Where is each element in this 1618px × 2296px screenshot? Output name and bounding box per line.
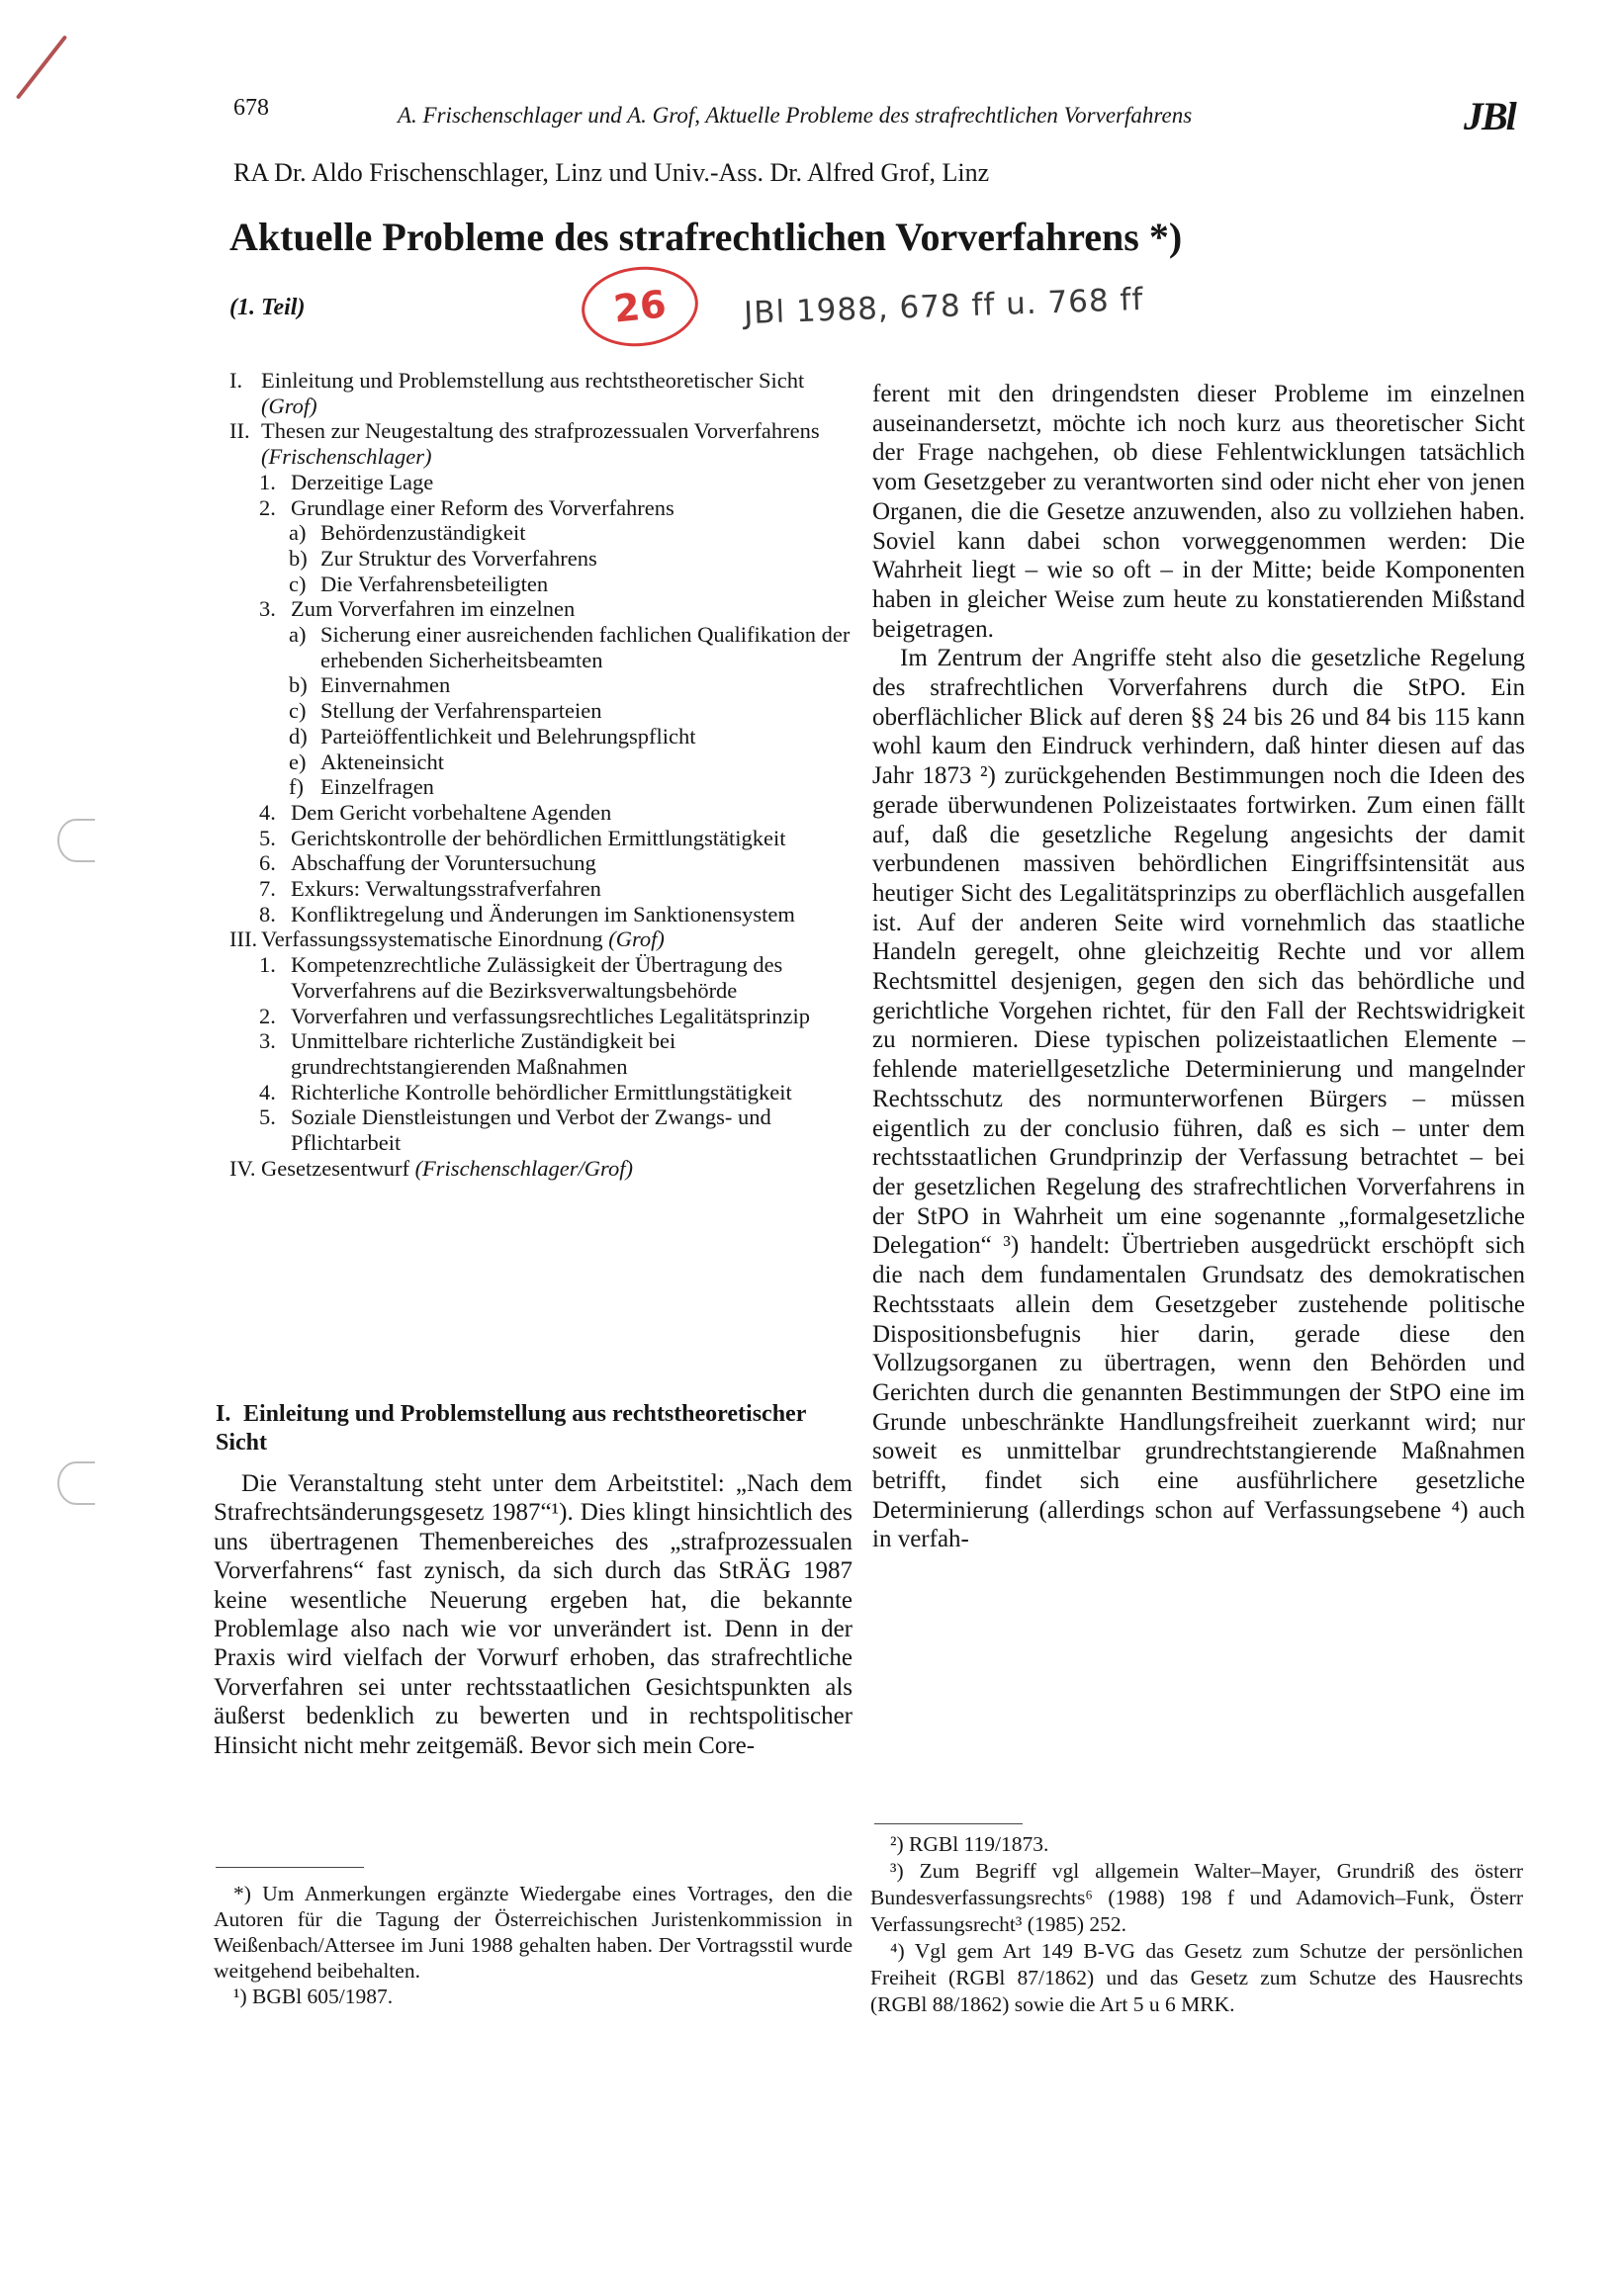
- toc-item-number: 5.: [259, 1104, 276, 1130]
- toc-item-text: Gerichtskontrolle der behördlichen Ermittlungstätigkeit: [291, 825, 786, 850]
- toc-item-text: Gesetzesentwurf: [261, 1155, 409, 1181]
- handwritten-note: JBl 1988, 678 ff u. 768 ff: [743, 281, 1144, 332]
- toc-item-text: Zur Struktur des Vorverfahrens: [320, 545, 597, 571]
- toc-item-author: (Frischenschlager): [261, 444, 432, 470]
- right-column: [872, 380, 1525, 1554]
- toc-item-text: Kompetenzrechtliche Zulässigkeit der Übertragung des Vorverfahrens auf die Bezirksverwaltungsbehörde: [291, 952, 783, 1003]
- toc-item-number: c): [289, 571, 307, 596]
- toc-item: [229, 596, 851, 622]
- footnote-divider: [216, 1867, 364, 1868]
- toc-item-text: Die Verfahrensbeteiligten: [320, 571, 549, 596]
- table-of-contents: [229, 368, 851, 1182]
- toc-item-text: Unmittelbare richterliche Zuständigkeit bei grundrechtstangierenden Maßnahmen: [291, 1028, 676, 1079]
- footnotes-right: [870, 1831, 1523, 2018]
- toc-item-text: Konfliktregelung und Änderungen im Sanktionensystem: [291, 901, 795, 927]
- toc-item-text: Akteneinsicht: [320, 749, 444, 774]
- toc-item-text: Zum Vorverfahren im einzelnen: [291, 596, 576, 622]
- toc-item-number: 4.: [259, 1079, 276, 1104]
- toc-item-text: Soziale Dienstleistungen und Verbot der Zwangs- und Pflichtarbeit: [291, 1104, 771, 1156]
- running-head: [0, 94, 1618, 138]
- toc-item: [229, 952, 851, 1003]
- toc-item-number: a): [289, 520, 307, 546]
- toc-item: [229, 1080, 851, 1105]
- toc-item: [229, 672, 851, 698]
- authors-line: RA Dr. Aldo Frischenschlager, Linz und Univ.-Ass. Dr. Alfred Grof, Linz: [233, 158, 990, 187]
- toc-item: [229, 876, 851, 902]
- punch-hole: [57, 1461, 95, 1505]
- toc-item-number: 2.: [259, 494, 276, 520]
- toc-item-number: b): [289, 545, 308, 571]
- toc-item-author: (Frischenschlager/Grof): [414, 1155, 633, 1181]
- toc-item-number: e): [289, 749, 307, 774]
- toc-item-number: 2.: [259, 1003, 276, 1028]
- section-heading: [216, 1400, 849, 1457]
- toc-item-number: c): [289, 698, 307, 724]
- toc-item: [229, 418, 851, 469]
- toc-item-text: Dem Gericht vorbehaltene Agenden: [291, 799, 612, 825]
- toc-item-number: III.: [229, 927, 258, 952]
- toc-item-number: 4.: [259, 799, 276, 825]
- toc-item: [229, 750, 851, 775]
- toc-item: [229, 800, 851, 826]
- toc-item-text: Exkurs: Verwaltungsstrafverfahren: [291, 876, 601, 902]
- toc-item: [229, 724, 851, 750]
- toc-item-number: f): [289, 774, 304, 800]
- toc-item: [229, 546, 851, 572]
- toc-item: [229, 1156, 851, 1182]
- toc-item: [229, 902, 851, 927]
- page-number: 678: [233, 95, 269, 121]
- toc-item: [229, 495, 851, 521]
- toc-item-text: Abschaffung der Voruntersuchung: [291, 850, 596, 876]
- toc-item-number: II.: [229, 418, 250, 444]
- toc-item: [229, 1004, 851, 1029]
- toc-item: [229, 622, 851, 672]
- toc-item-text: Vorverfahren und verfassungsrechtliches Legalitätsprinzip: [291, 1003, 811, 1028]
- toc-item: [229, 1104, 851, 1155]
- toc-item-text: Stellung der Verfahrensparteien: [320, 698, 602, 724]
- toc-item: [229, 572, 851, 597]
- toc-item-number: 5.: [259, 825, 276, 850]
- toc-item: [229, 927, 851, 952]
- body-paragraph: ferent mit den dringendsten dieser Probleme im einzelnen auseinandersetzt, möchte ich noch kurz aus theoretischer Sicht der Frage nachgehen, ob diese Fehlentwicklungen tatsächlich vom Gesetzgeber zu verantworten sind oder nicht eher von jenen Organen, die die Gesetze anzuwenden, also zu vollziehen haben. Soviel kann dabei schon vorweggenommen werden: Die Wahrheit liegt – wie so oft – in der Mitte; beide Komponenten haben in gleicher Weise zum heute zu konstatierenden Mißstand beigetragen.: [872, 381, 1525, 643]
- toc-item: [229, 826, 851, 851]
- toc-item: [229, 850, 851, 876]
- toc-item-number: b): [289, 672, 308, 698]
- toc-item-text: Einvernahmen: [320, 672, 451, 698]
- footnote-divider: [874, 1823, 1023, 1824]
- toc-item: [229, 1028, 851, 1079]
- toc-item: [229, 470, 851, 495]
- footnotes-left: [214, 1881, 853, 2009]
- running-title: A. Frischenschlager und A. Grof, Aktuelle Probleme des strafrechtlichen Vorverfahrens: [398, 103, 1193, 128]
- toc-item-text: Verfassungssystematische Einordnung: [261, 927, 603, 952]
- pen-mark: [16, 35, 67, 100]
- toc-item-number: 1.: [259, 469, 276, 494]
- toc-item-text: Behördenzuständigkeit: [320, 520, 526, 546]
- toc-item-text: Einleitung und Problemstellung aus rechtstheoretischer Sicht: [261, 368, 805, 393]
- toc-item-text: Einzelfragen: [320, 774, 434, 800]
- footnote: ⁴) Vgl gem Art 149 B-VG das Gesetz zum Schutze der persönlichen Freiheit (RGBl 87/1862) und das Gesetz zum Schutze des Hausrechts (RGBl 88/1862) sowie die Art 5 u 6 MRK.: [870, 1939, 1523, 2016]
- toc-item-text: Derzeitige Lage: [291, 469, 434, 494]
- toc-item-text: Thesen zur Neugestaltung des strafprozessualen Vorverfahrens: [261, 418, 820, 444]
- toc-item-number: 8.: [259, 901, 276, 927]
- footnote: ¹) BGBl 605/1987.: [233, 1985, 394, 2008]
- article-title: Aktuelle Probleme des strafrechtlichen Vorverfahrens *): [229, 215, 1183, 259]
- journal-logo: JBl: [1464, 94, 1515, 138]
- body-paragraph: Im Zentrum der Angriffe steht also die gesetzliche Regelung des strafrechtlichen Vorverfahrens durch die StPO. Ein oberflächlicher Blick auf deren §§ 24 bis 26 und 84 bis 115 kann wohl kaum den Eindruck verhindern, daß hinter diesen auf das Jahr 1873 ²) zurückgehenden Bestimmungen noch die Ideen des gerade überwundenen Polizeistaates fortwirken. Zum einen fällt auf, daß die gesetzliche Regelung angesichts der damit verbundenen massiven behördlichen Eingriffsintensität aus heutiger Sicht des Legalitätsprinzips zu oberflächlich ausgefallen ist. Auf der anderen Seite wird vornehmlich das staatliche Handeln geregelt, ohne gleichzeitig Rechte und vor allem Rechtsmittel desjenigen, gegen den sich das behördliche und gerichtliche Vorgehen richtet, für den Fall der Rechtswidrigkeit zu normieren. Diese typischen polizeistaatlichen Elemente – fehlende materiellgesetzliche Determinierung und mangelnder Rechtsschutz des normunterworfenen Bürgers – müssen eigentlich zu der conclusio führen, daß es sich – unter dem rechtsstaatlichen Grundprinzip der Verfassung betrachtet – bei der gesetzlichen Regelung des strafrechtlichen Vorverfahrens in der StPO in Wahrheit um eine sogenannte „formalgesetzliche Delegation“ ³) handelt: Übertrieben ausgedrückt erschöpft sich die nach dem fundamentalen Grundsatz des demokratischen Rechtsstaats allein dem Gesetzgeber zustehende politische Dispositionsbefugnis hier darin, gerade diese den Vollzugsorganen zu übertragen, wenn den Behörden und Gerichten durch die genannten Bestimmungen der StPO eine im Grunde unbeschränkte Handlungsfreiheit zuerkannt wird; nur soweit es unmittelbar grundrechtstangierende Maßnahmen betrifft, findet sich eine ausführlichere gesetzliche Determinierung (allerdings schon auf Verfassungsebene ⁴) auch in verfah-: [872, 645, 1525, 1553]
- toc-item-number: 7.: [259, 876, 276, 902]
- punch-hole: [57, 819, 95, 862]
- toc-item: [229, 368, 851, 418]
- part-label: (1. Teil): [229, 295, 306, 320]
- footnote: ³) Zum Begriff vgl allgemein Walter–Mayer, Grundriß des österr Bundesverfassungsrechts⁶ (1988) 198 f und Adamovich–Funk, Österr Verfassungsrecht³ (1985) 252.: [870, 1859, 1523, 1936]
- toc-item-text: Parteiöffentlichkeit und Belehrungspflicht: [320, 723, 696, 749]
- toc-item: [229, 698, 851, 724]
- footnote: ²) RGBl 119/1873.: [890, 1832, 1049, 1856]
- toc-item-number: 1.: [259, 952, 276, 978]
- toc-item-text: Sicherung einer ausreichenden fachlichen Qualifikation der erhebenden Sicherheitsbeamten: [320, 622, 851, 672]
- toc-item-number: I.: [229, 368, 243, 393]
- toc-item-number: d): [289, 723, 308, 749]
- toc-item-number: 3.: [259, 596, 276, 622]
- section-heading-number: I.: [216, 1401, 231, 1427]
- body-paragraph: Die Veranstaltung steht unter dem Arbeitstitel: „Nach dem Strafrechtsänderungsgesetz 1987“¹). Dies klingt hinsichtlich des uns übertragenen Themenbereiches des „strafprozessualen Vorverfahrens“ fast zynisch, da sich durch das StRÄG 1987 keine wesentliche Neuerung ergeben hat, die bekannte Problemlage also nach wie vor unverändert ist. Denn in der Praxis wird vielfach der Vorwurf erhoben, das strafrechtliche Vorverfahren sei unter rechtsstaatlichen Gesichtspunkten als äußerst bedenklich zu bewerten und in rechtspolitischer Hinsicht nicht mehr zeitgemäß. Bevor sich mein Core-: [214, 1470, 853, 1759]
- toc-item: [229, 520, 851, 546]
- toc-item-text: Grundlage einer Reform des Vorverfahrens: [291, 494, 674, 520]
- toc-item-number: IV.: [229, 1155, 256, 1181]
- circled-number-annotation: 26: [578, 261, 702, 352]
- section-heading-text: Einleitung und Problemstellung aus rechtstheoretischer Sicht: [216, 1401, 806, 1456]
- toc-item: [229, 774, 851, 800]
- toc-item-number: 3.: [259, 1028, 276, 1054]
- toc-item-author: (Grof): [608, 927, 665, 952]
- toc-item-number: 6.: [259, 850, 276, 876]
- toc-item-text: Richterliche Kontrolle behördlicher Ermittlungstätigkeit: [291, 1079, 792, 1104]
- footnote: *) Um Anmerkungen ergänzte Wiedergabe eines Vortrages, den die Autoren für die Tagung der Österreichischen Juristenkommission in Weißenbach/Attersee im Juni 1988 gehalten haben. Der Vortragsstil wurde weitgehend beibehalten.: [214, 1882, 853, 1983]
- toc-item-number: a): [289, 622, 307, 648]
- toc-item-author: (Grof): [261, 393, 317, 418]
